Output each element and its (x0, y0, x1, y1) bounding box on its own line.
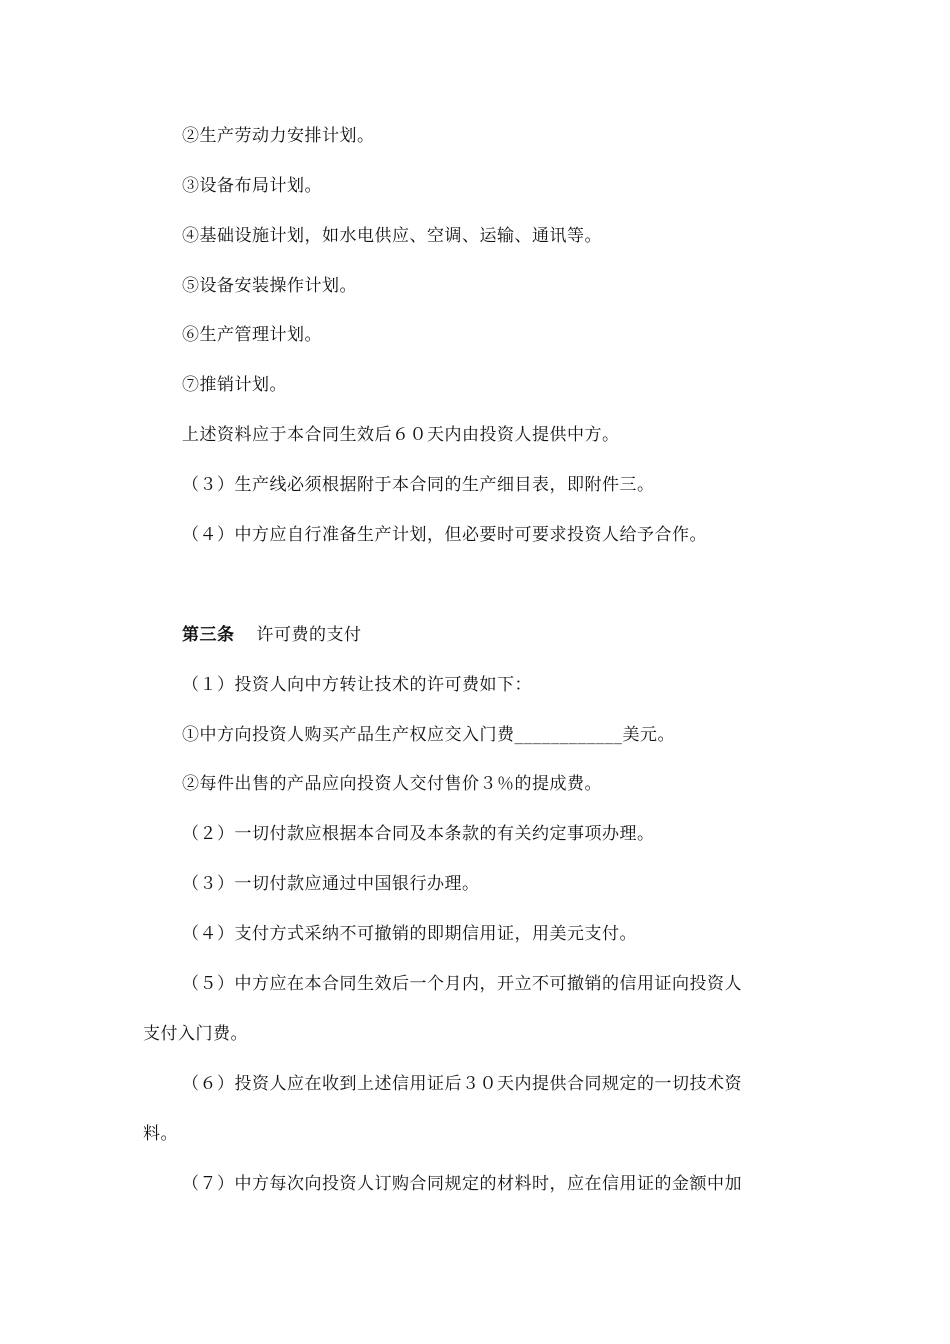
fee-clause-1: （１）投资人向中方转让技术的许可费如下： (182, 675, 532, 695)
article-title: 许可费的支付 (256, 625, 362, 645)
fee-clause-7: （７）中方每次向投资人订购合同规定的材料时，应在信用证的金额中加 (182, 1174, 742, 1194)
fee-clause-2: （２）一切付款应根据本合同及本条款的有关约定事项办理。 (182, 824, 655, 844)
clause-4-production-plan: （４）中方应自行准备生产计划，但必要时可要求投资人给予合作。 (182, 525, 707, 545)
plan-item-equipment-layout: ③设备布局计划。 (182, 176, 322, 196)
fee-item-entry-fee: ①中方向投资人购买产品生产权应交入门费____________美元。 (182, 725, 675, 745)
article-number: 第三条 (182, 625, 235, 645)
clause-3-production-line: （３）生产线必须根据附于本合同的生产细目表，即附件三。 (182, 475, 655, 495)
plan-item-infrastructure: ④基础设施计划，如水电供应、空调、运输、通讯等。 (182, 226, 602, 246)
fee-clause-3: （３）一切付款应通过中国银行办理。 (182, 874, 480, 894)
plan-item-marketing: ⑦推销计划。 (182, 375, 287, 395)
plan-item-labor: ②生产劳动力安排计划。 (182, 126, 375, 146)
fee-clause-6: （６）投资人应在收到上述信用证后３０天内提供合同规定的一切技术资 (182, 1074, 742, 1094)
plan-item-management: ⑥生产管理计划。 (182, 325, 322, 345)
plan-item-installation: ⑤设备安装操作计划。 (182, 276, 357, 296)
fee-clause-6-continued: 料。 (143, 1124, 178, 1144)
article-heading (182, 623, 362, 647)
fee-item-royalty: ②每件出售的产品应向投资人交付售价３％的提成费。 (182, 774, 602, 794)
fee-clause-4: （４）支付方式采纳不可撤销的即期信用证，用美元支付。 (182, 924, 637, 944)
fee-clause-5: （５）中方应在本合同生效后一个月内，开立不可撤销的信用证向投资人 (182, 974, 742, 994)
fee-clause-5-continued: 支付入门费。 (143, 1024, 248, 1044)
materials-deadline-paragraph: 上述资料应于本合同生效后６０天内由投资人提供中方。 (182, 425, 620, 445)
